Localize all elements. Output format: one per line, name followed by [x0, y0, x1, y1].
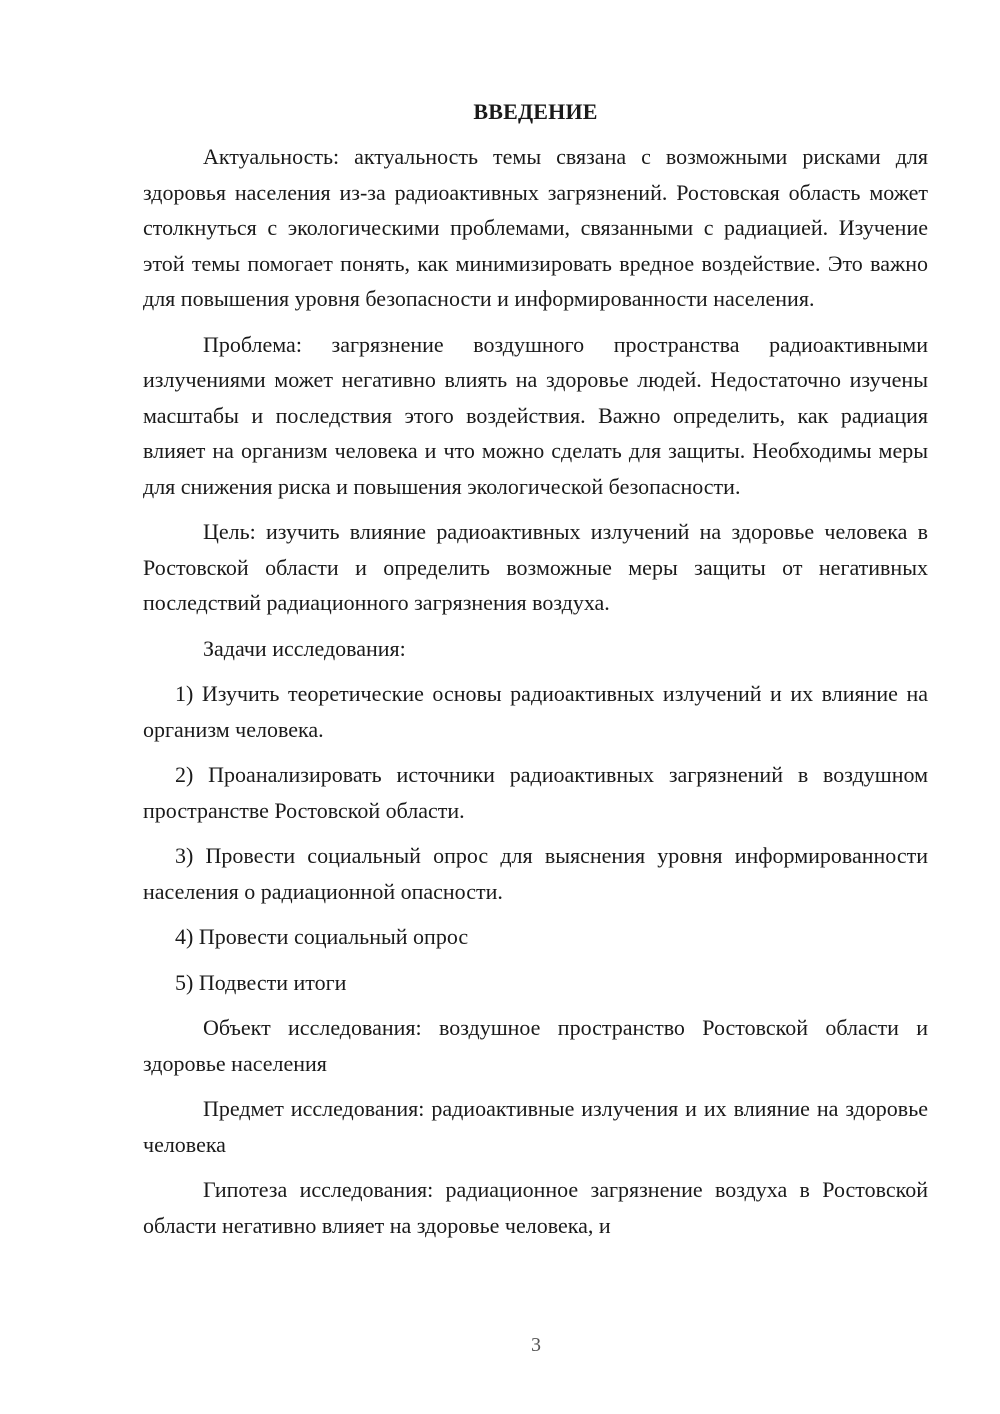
- task-item-5: 5) Подвести итоги: [175, 969, 347, 995]
- task-item-3: 3) Провести социальный опрос для выяснения уровня информированности населения о радиационной опасности.: [143, 843, 928, 904]
- task-item-4: 4) Провести социальный опрос: [175, 924, 469, 949]
- paragraph-goal: Цель: изучить влияние радиоактивных излучений на здоровье человека в Ростовской области и определить возможные меры защиты от негативных последствий радиационного загрязнения воздуха.: [143, 519, 928, 615]
- page-number: 3: [531, 1334, 541, 1356]
- paragraph-hypothesis: Гипотеза исследования: радиационное загрязнение воздуха в Ростовской области негативно влияет на здоровье человека, и: [143, 1177, 928, 1238]
- task-item-1: 1) Изучить теоретические основы радиоактивных излучений и их влияние на организм человека.: [143, 681, 928, 742]
- paragraph-tasks-heading: Задачи исследования:: [203, 635, 406, 661]
- page-content: [143, 94, 928, 1253]
- paragraph-relevance: Актуальность: актуальность темы связана с возможными рисками для здоровья населения из-за радиоактивных загрязнений. Ростовская область может столкнуться с экологическими проблемами, связанными с радиацией. Изучение этой темы помогает понять, как минимизировать вредное воздействие. Это важно для повышения уровня безопасности и информированности населения.: [143, 144, 928, 311]
- section-title: ВВЕДЕНИЕ: [473, 99, 598, 124]
- paragraph-problem: Проблема: загрязнение воздушного пространства радиоактивными излучениями может негативно влиять на здоровье людей. Недостаточно изучены масштабы и последствия этого воздействия. Важно определить, как радиация влияет на организм человека и что можно сделать для защиты. Необходимы меры для снижения риска и повышения экологической безопасности.: [143, 331, 928, 499]
- paragraph-object: Объект исследования: воздушное пространство Ростовской области и здоровье населения: [143, 1015, 928, 1076]
- task-item-2: 2) Проанализировать источники радиоактивных загрязнений в воздушном пространстве Ростовской области.: [143, 762, 928, 823]
- paragraph-subject: Предмет исследования: радиоактивные излучения и их влияние на здоровье человека: [143, 1096, 928, 1157]
